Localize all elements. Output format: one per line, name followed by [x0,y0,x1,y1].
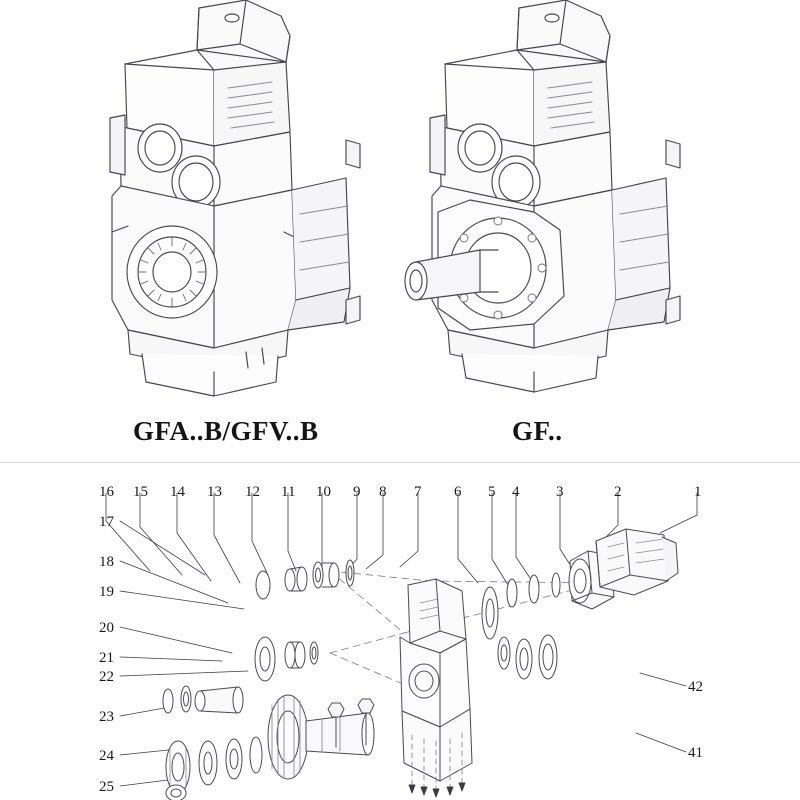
callout-3: 3 [556,484,564,500]
callout-42: 42 [688,679,703,695]
callout-12: 12 [245,484,260,500]
callout-23: 23 [99,709,114,725]
callout-24: 24 [99,748,114,764]
callout-5: 5 [488,484,496,500]
gearbox-view-right [405,0,680,392]
callout-16: 16 [99,484,114,500]
callout-17: 17 [99,514,114,530]
callout-10: 10 [316,484,331,500]
callout-15: 15 [133,484,148,500]
callout-18: 18 [99,554,114,570]
callout-41: 41 [688,745,703,761]
callout-9: 9 [353,484,361,500]
callout-6: 6 [454,484,462,500]
callout-19: 19 [99,584,114,600]
exploded-view-svg [0,463,800,800]
exploded-view [0,463,800,800]
callout-25: 25 [99,779,114,795]
callout-21: 21 [99,650,114,666]
callout-2: 2 [614,484,622,500]
callout-11: 11 [281,484,296,500]
caption-left: GFA..B/GFV..B [133,416,319,446]
callout-13: 13 [207,484,222,500]
callout-7: 7 [414,484,422,500]
callout-4: 4 [512,484,520,500]
callout-1: 1 [694,484,702,500]
callout-22: 22 [99,669,114,685]
callout-14: 14 [170,484,185,500]
callout-20: 20 [99,620,114,636]
callout-8: 8 [379,484,387,500]
caption-right: GF.. [512,416,563,446]
gearbox-view-left [110,0,360,396]
